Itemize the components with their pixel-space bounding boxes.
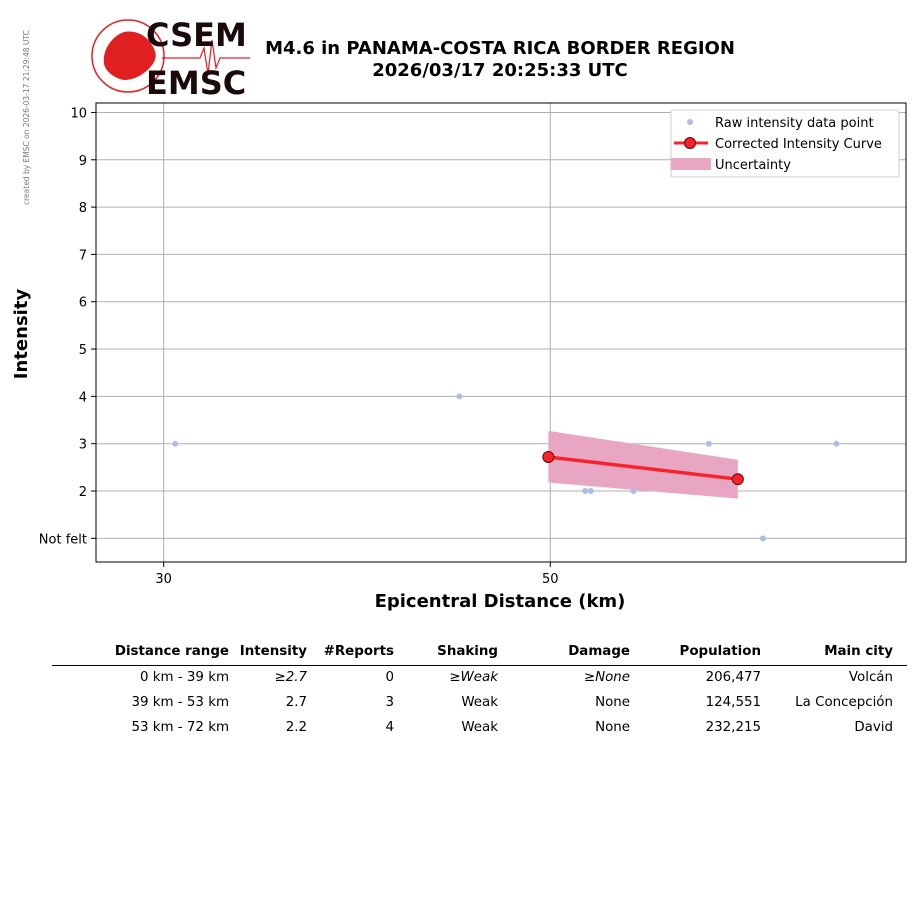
y-tick-label: 6 — [78, 295, 87, 311]
raw-point — [630, 488, 636, 494]
y-tick-label: 9 — [78, 153, 87, 169]
header-shaking: Shaking — [437, 644, 498, 659]
header-intensity: Intensity — [239, 644, 307, 659]
legend-curve-label: Corrected Intensity Curve — [715, 137, 882, 152]
x-tick-label: 50 — [542, 572, 559, 587]
cell-intensity: ≥2.7 — [274, 670, 307, 685]
logo-bottom-text: EMSC — [146, 64, 247, 100]
cell-population: 124,551 — [705, 695, 761, 710]
watermark-text: created by EMSC on 2026-03-17 21:29:48 UTC — [22, 30, 31, 205]
raw-point — [833, 441, 839, 447]
cell-damage: None — [595, 720, 630, 735]
y-axis-label: Intensity — [11, 288, 32, 380]
cell-population: 206,477 — [705, 670, 761, 685]
cell-city: Volcán — [848, 670, 893, 685]
y-tick-label: 8 — [78, 201, 87, 217]
y-tick-label: Not felt — [38, 532, 87, 548]
header-distance-range: Distance range — [114, 644, 229, 659]
cell-shaking: Weak — [461, 695, 498, 710]
cell-city: La Concepción — [795, 695, 893, 710]
y-tick-label: 5 — [78, 343, 87, 359]
raw-points — [172, 393, 839, 541]
raw-point — [172, 441, 178, 447]
cell-damage: None — [595, 695, 630, 710]
legend-raw-marker — [687, 119, 693, 125]
table-row — [52, 666, 907, 691]
legend-curve-marker — [685, 138, 696, 149]
cell-shaking: ≥Weak — [449, 670, 498, 685]
y-tick-label: 2 — [78, 485, 87, 501]
table-body — [52, 666, 907, 741]
cell-population: 232,215 — [705, 720, 761, 735]
curve-marker — [732, 474, 743, 485]
cell-reports: 3 — [385, 695, 394, 710]
header-main-city: Main city — [824, 644, 893, 659]
x-axis-label: Epicentral Distance (km) — [374, 591, 626, 612]
y-tick-label: 7 — [78, 248, 87, 264]
cell-range: 0 km - 39 km — [139, 670, 229, 685]
header-reports: #Reports — [323, 644, 394, 659]
legend-raw-label: Raw intensity data point — [715, 116, 874, 131]
curve-marker — [543, 451, 554, 462]
title-line-1: M4.6 in PANAMA-COSTA RICA BORDER REGION — [265, 38, 735, 59]
title-line-2: 2026/03/17 20:25:33 UTC — [372, 60, 628, 81]
raw-point — [582, 488, 588, 494]
cell-intensity: 2.2 — [285, 720, 307, 735]
legend — [671, 110, 899, 177]
cell-intensity: 2.7 — [285, 695, 307, 710]
raw-point — [456, 393, 462, 399]
cell-reports: 0 — [385, 670, 394, 685]
legend-uncertainty-swatch — [671, 158, 711, 170]
raw-point — [760, 535, 766, 541]
table-header — [52, 640, 907, 665]
y-tick-label: 4 — [78, 390, 87, 406]
raw-point — [706, 441, 712, 447]
y-tick-label: 10 — [70, 106, 87, 122]
cell-range: 39 km - 53 km — [131, 695, 229, 710]
logo-top-text: CSEM — [146, 16, 247, 54]
legend-uncertainty-label: Uncertainty — [715, 158, 791, 173]
cell-range: 53 km - 72 km — [131, 720, 229, 735]
table-row — [52, 691, 907, 716]
x-tick-label: 30 — [155, 572, 172, 587]
header-damage: Damage — [568, 644, 630, 659]
cell-shaking: Weak — [461, 720, 498, 735]
raw-point — [588, 488, 594, 494]
cell-city: David — [854, 720, 893, 735]
cell-damage: ≥None — [583, 670, 630, 685]
x-axis-ticks — [155, 562, 558, 587]
y-tick-label: 3 — [78, 437, 87, 453]
header-population: Population — [679, 644, 761, 659]
table-row — [52, 716, 907, 741]
intensity-table — [52, 640, 907, 741]
y-axis-ticks — [39, 106, 96, 547]
cell-reports: 4 — [385, 720, 394, 735]
